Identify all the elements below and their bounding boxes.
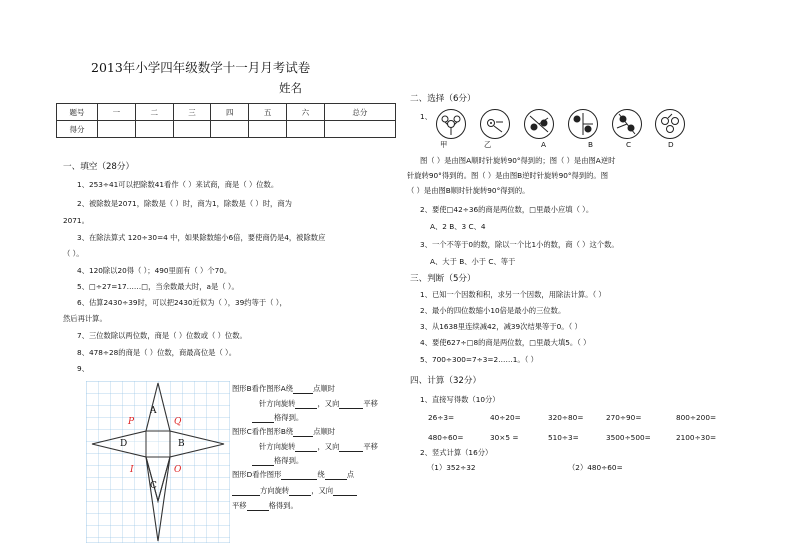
fig-text: 图形B看作图形A绕 xyxy=(232,384,294,393)
score-cell: 二 xyxy=(135,104,173,121)
score-cell: 五 xyxy=(249,104,287,121)
fig-text-line xyxy=(232,384,335,394)
calc-item: 800÷200= xyxy=(676,413,717,422)
question: （ ）是由图B顺时针旋转90°得到的。 xyxy=(407,186,530,195)
fig-text-line xyxy=(252,413,303,423)
score-cell: 六 xyxy=(286,104,324,121)
calc-item: 510÷3= xyxy=(548,433,579,442)
fig-text-line xyxy=(232,427,335,437)
question: 7、三位数除以两位数，商是（ ）位数或（ ）位数。 xyxy=(77,331,247,340)
fig-text: 格得到。 xyxy=(268,501,298,510)
fig-text-line xyxy=(232,501,298,511)
option-figure-a xyxy=(524,109,554,139)
score-input-cell[interactable] xyxy=(249,121,287,138)
name-label: 姓名 xyxy=(279,81,302,95)
answer-blank[interactable] xyxy=(252,415,274,423)
subheading: 1、直接写得数（10分） xyxy=(420,395,500,404)
fig-text: 点 xyxy=(346,470,354,479)
section3-heading: 三、判断（5分） xyxy=(410,274,476,284)
score-table xyxy=(56,103,396,138)
question: 4、120除以20得（ ）；490里面有（ ）个70。 xyxy=(77,266,232,275)
fig-text: 针方向旋转 xyxy=(259,442,296,451)
answer-blank[interactable] xyxy=(289,488,311,496)
fig-text-line xyxy=(232,470,354,480)
label-i: I xyxy=(130,465,134,475)
fig-text: 平移 xyxy=(363,399,378,408)
answer-blank[interactable] xyxy=(232,488,260,496)
score-input-cell[interactable] xyxy=(286,121,324,138)
score-input-cell[interactable] xyxy=(324,121,395,138)
fig-text: 图形D看作图形 xyxy=(232,470,282,479)
label-a: A xyxy=(150,406,157,416)
score-cell: 得分 xyxy=(57,121,98,138)
answer-blank[interactable] xyxy=(252,458,274,466)
fig-text: 方向旋转 xyxy=(260,486,290,495)
question: 8、478÷28的商是（ ）位数，商最高位是（ ）。 xyxy=(77,348,237,357)
score-cell: 四 xyxy=(211,104,249,121)
fig-text: ，又向 xyxy=(317,399,340,408)
fig-text-line xyxy=(232,486,357,496)
calc-item: 40÷20= xyxy=(490,413,521,422)
label-q: Q xyxy=(174,417,182,427)
score-cell: 题号 xyxy=(57,104,98,121)
judgment-item: 4、要使627÷□8的商是两位数，□里最大填5。（ ） xyxy=(420,338,591,347)
question: 3、在除法算式 120÷30=4 中，如果除数缩小6倍，要使商仍是4，被除数应 xyxy=(77,233,326,242)
calc-item: 26÷3= xyxy=(428,413,455,422)
question: 1、 xyxy=(420,112,432,121)
section1-heading: 一、填空（28分） xyxy=(63,162,135,172)
answer-blank[interactable] xyxy=(295,401,317,409)
option-figure-yi xyxy=(480,109,510,139)
subheading: 2、竖式计算（16分） xyxy=(420,448,493,457)
answer-blank[interactable] xyxy=(339,401,363,409)
vertical-calc-item: （2）480÷60= xyxy=(568,463,623,472)
option-label: C xyxy=(626,140,632,149)
fig-text: 格得到。 xyxy=(274,413,304,422)
fig-text: ，又向 xyxy=(317,442,340,451)
question: 5、□÷27=17……□，当余数最大时，a是（ ）。 xyxy=(77,282,239,291)
calc-item: 320÷80= xyxy=(548,413,584,422)
answer-blank[interactable] xyxy=(339,444,363,452)
score-cell: 一 xyxy=(98,104,136,121)
option-label: A xyxy=(541,140,546,149)
question-options: A、2 B、3 C、4 xyxy=(430,222,486,231)
label-b: B xyxy=(178,439,185,449)
option-figure-b xyxy=(568,109,598,139)
fig-text: 平移 xyxy=(363,442,378,451)
judgment-item: 3、从1638里连续减42，减39次结果等于0。（ ） xyxy=(420,322,582,331)
score-input-cell[interactable] xyxy=(135,121,173,138)
calc-item: 2100÷30= xyxy=(676,433,717,442)
question: 3、一个不等于0的数，除以一个比1小的数，商（ ）这个数。 xyxy=(420,240,619,249)
fig-text: 点顺时 xyxy=(313,384,335,393)
answer-blank[interactable] xyxy=(293,386,313,394)
answer-blank[interactable] xyxy=(295,444,317,452)
fig-text: ，又向 xyxy=(311,486,334,495)
fig-text: 点顺时 xyxy=(313,427,336,436)
grid-svg xyxy=(86,381,230,543)
label-o: O xyxy=(174,465,182,475)
answer-blank[interactable] xyxy=(333,488,357,496)
score-input-cell[interactable] xyxy=(98,121,136,138)
question: 2、要使□42÷36的商是两位数，□里最小应填（ ）。 xyxy=(420,205,594,214)
label-d: D xyxy=(120,439,128,449)
answer-blank[interactable] xyxy=(247,503,269,511)
answer-blank[interactable] xyxy=(281,472,317,480)
option-figure-d xyxy=(655,109,685,139)
option-label: D xyxy=(668,140,674,149)
calc-item: 3500÷500= xyxy=(606,433,651,442)
fig-text: 针方向旋转 xyxy=(259,399,296,408)
fig-text: 绕 xyxy=(317,470,325,479)
answer-blank[interactable] xyxy=(325,472,347,480)
calc-item: 480÷60= xyxy=(428,433,464,442)
question: 2071。 xyxy=(63,216,89,225)
question: （ ）。 xyxy=(63,249,84,258)
question: 1、253÷41可以把除数41看作（ ）来试商，商是（ ）位数。 xyxy=(77,180,279,189)
vertical-calc-item: （1）352÷32 xyxy=(427,463,476,472)
question: 6、估算2430÷39时，可以把2430近似为（ ），39约等于（ ）， xyxy=(77,298,287,307)
label-c: C xyxy=(150,481,157,491)
rotation-grid-figure xyxy=(86,381,230,543)
score-input-cell[interactable] xyxy=(211,121,249,138)
score-table-header-row xyxy=(57,104,396,121)
label-p: P xyxy=(128,417,135,427)
question: 针旋转90°得到的。图（ ）是由图B逆时针旋转90°得到的。图 xyxy=(407,171,609,180)
section4-heading: 四、计算（32分） xyxy=(410,376,482,386)
option-figure-jia xyxy=(436,109,466,139)
score-input-cell[interactable] xyxy=(173,121,211,138)
judgment-item: 2、最小的四位数缩小10倍是最小的三位数。 xyxy=(420,306,566,315)
fig-text-line xyxy=(259,399,378,409)
fig-text: 图形C看作图形B绕 xyxy=(232,427,294,436)
option-figure-c xyxy=(612,109,642,139)
score-cell: 总分 xyxy=(324,104,395,121)
exam-title: 2013年小学四年级数学十一月月考试卷 xyxy=(91,60,311,75)
score-cell: 三 xyxy=(173,104,211,121)
answer-blank[interactable] xyxy=(293,429,313,437)
option-label: 甲 xyxy=(440,140,448,149)
fig-text: 平移 xyxy=(232,501,247,510)
judgment-item: 5、700÷300=7÷3=2……1。（ ） xyxy=(420,355,538,364)
question: 9、 xyxy=(77,364,89,373)
question: 2、被除数是2071，除数是（ ）时，商为1，除数是（ ）时，商为 xyxy=(77,199,292,208)
fig-text: 格得到。 xyxy=(274,456,304,465)
question: 然后再计算。 xyxy=(63,314,107,323)
section2-heading: 二、选择（6分） xyxy=(410,94,476,104)
option-label: B xyxy=(588,140,594,149)
option-label: 乙 xyxy=(484,140,492,149)
calc-item: 30×5 = xyxy=(490,433,519,442)
calc-item: 270÷90= xyxy=(606,413,642,422)
question-options: A、大于 B、小于 C、等于 xyxy=(430,257,516,266)
score-table-score-row xyxy=(57,121,396,138)
fig-text-line xyxy=(259,442,378,452)
judgment-item: 1、已知一个因数和积，求另一个因数，用除法计算。（ ） xyxy=(420,290,606,299)
question: 图（ ）是由图A顺时针旋转90°得到的；图（ ）是由图A逆时 xyxy=(420,156,616,165)
fig-text-line xyxy=(252,456,303,466)
